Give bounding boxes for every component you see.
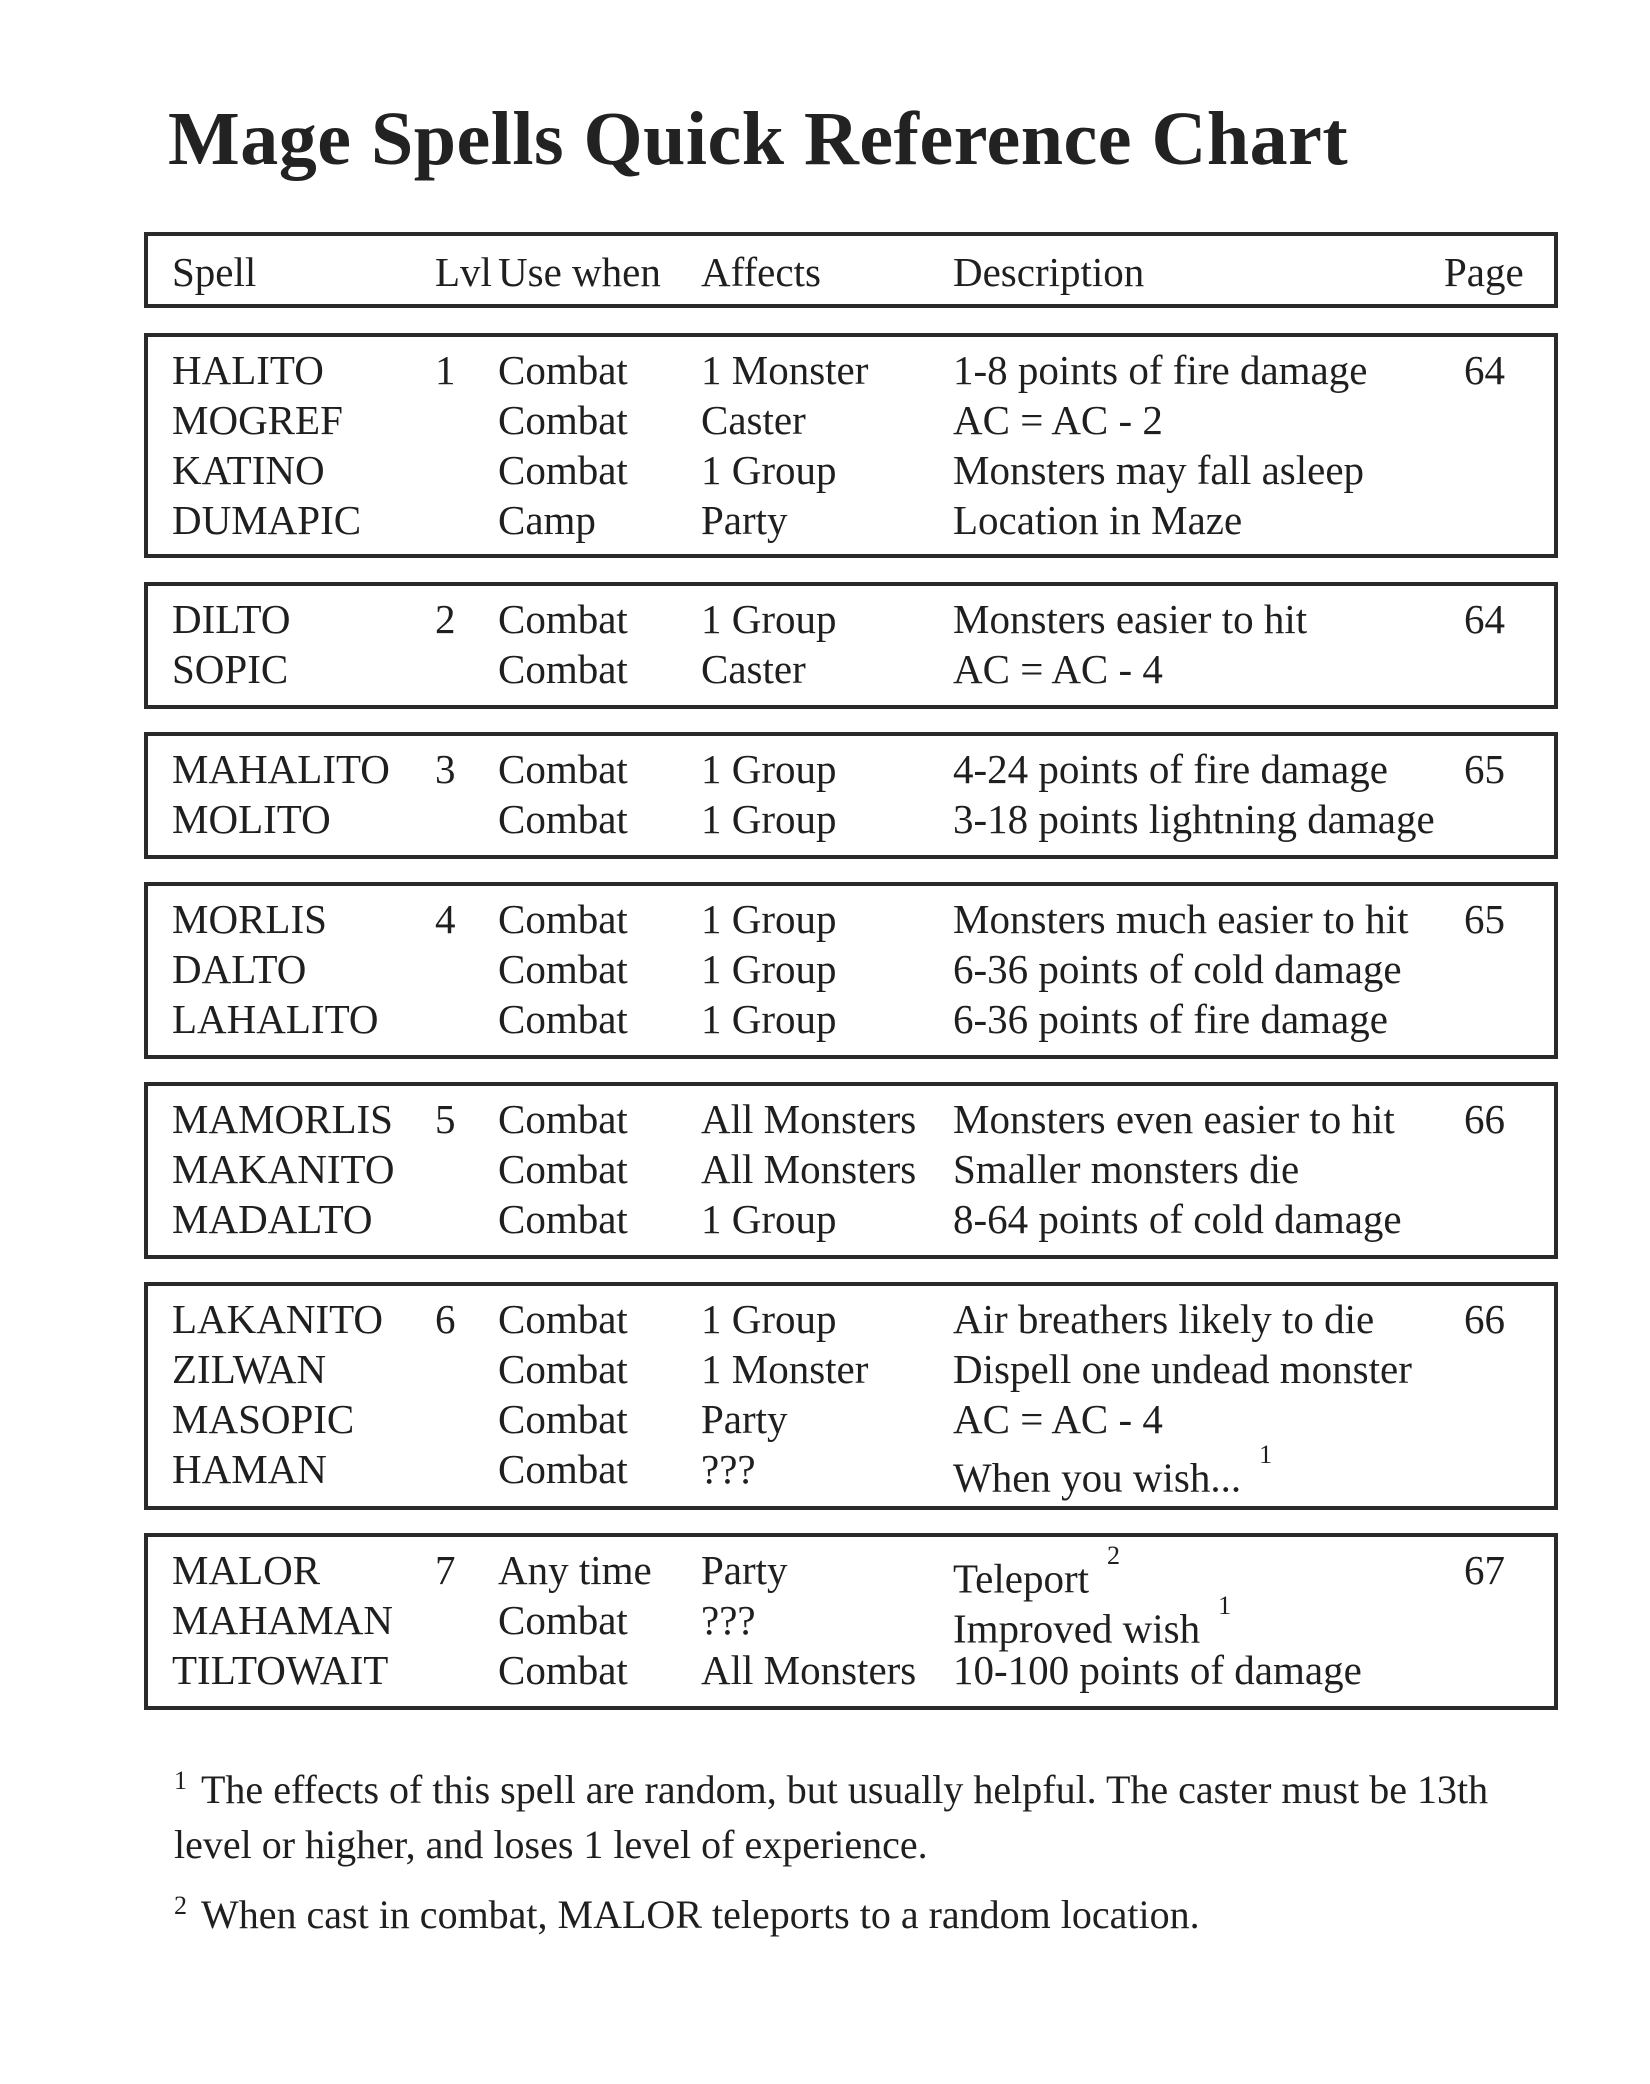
footnote-number: 2 [174, 1891, 187, 1920]
use-when: Combat [498, 1346, 628, 1392]
column-header-row [144, 232, 1558, 308]
use-when: Combat [498, 1396, 628, 1442]
description-text: 6-36 points of cold damage [953, 946, 1402, 992]
affects: ??? [701, 1597, 756, 1643]
description-text: 4-24 points of fire damage [953, 746, 1388, 792]
affects: Caster [701, 397, 806, 443]
affects: Caster [701, 646, 806, 692]
use-when: Combat [498, 397, 628, 443]
affects: 1 Group [701, 1296, 837, 1342]
description [953, 1645, 1362, 1695]
description-text: AC = AC - 2 [953, 397, 1163, 443]
description-text: 1-8 points of fire damage [953, 347, 1368, 393]
table-row [148, 1144, 1554, 1194]
use-when: Combat [498, 1196, 628, 1242]
spell-name: MOGREF [172, 397, 343, 443]
use-when: Combat [498, 1096, 628, 1142]
footnote-marker: 2 [1107, 1541, 1121, 1570]
use-when: Combat [498, 1647, 628, 1693]
affects: 1 Monster [701, 347, 869, 393]
use-when: Combat [498, 746, 628, 792]
use-when: Camp [498, 497, 596, 543]
affects: 1 Group [701, 896, 837, 942]
page-number: 64 [1464, 596, 1505, 642]
use-when: Any time [498, 1547, 652, 1593]
description [953, 1344, 1412, 1394]
header-affects: Affects [701, 249, 821, 295]
affects: All Monsters [701, 1647, 917, 1693]
footnote-text: When cast in combat, MALOR teleports to a random location. [201, 1892, 1200, 1937]
footnote-2 [174, 1890, 1554, 1945]
description-text: Monsters much easier to hit [953, 896, 1409, 942]
use-when: Combat [498, 646, 628, 692]
spell-name: DILTO [172, 596, 291, 642]
description [953, 1094, 1395, 1144]
table-row [148, 894, 1554, 944]
spell-name: MASOPIC [172, 1396, 355, 1442]
description-text: 6-36 points of fire damage [953, 996, 1388, 1042]
affects: Party [701, 1396, 788, 1442]
table-row [148, 1394, 1554, 1444]
footnote-marker: 1 [1218, 1591, 1232, 1620]
footnote-text: The effects of this spell are random, but usually helpful. The caster must be 13th level or higher, and loses 1 level of experience. [174, 1767, 1489, 1867]
affects: 1 Group [701, 746, 837, 792]
use-when: Combat [498, 1296, 628, 1342]
use-when: Combat [498, 996, 628, 1042]
affects: 1 Group [701, 596, 837, 642]
table-row [148, 395, 1554, 445]
spell-name: LAHALITO [172, 996, 379, 1042]
affects: ??? [701, 1446, 756, 1492]
page-number: 66 [1464, 1296, 1505, 1342]
affects: 1 Group [701, 996, 837, 1042]
spell-level: 1 [435, 347, 456, 393]
description [953, 1440, 1273, 1503]
description-text: 3-18 points lightning damage [953, 796, 1435, 842]
description [953, 744, 1388, 794]
table-row [148, 1194, 1554, 1244]
use-when: Combat [498, 596, 628, 642]
spell-name: MORLIS [172, 896, 327, 942]
header-level: Lvl [435, 249, 492, 295]
spell-name: MAKANITO [172, 1146, 395, 1192]
description-text: AC = AC - 4 [953, 1396, 1163, 1442]
description [953, 1194, 1402, 1244]
spell-name: MAMORLIS [172, 1096, 393, 1142]
table-row [148, 445, 1554, 495]
description-text: 8-64 points of cold damage [953, 1196, 1402, 1242]
page-number: 64 [1464, 347, 1505, 393]
description [953, 794, 1435, 844]
spell-name: KATINO [172, 447, 325, 493]
spell-group-level-3 [144, 732, 1558, 859]
description [953, 445, 1364, 495]
page-number: 65 [1464, 896, 1505, 942]
spell-name: MADALTO [172, 1196, 373, 1242]
spell-group-level-2 [144, 582, 1558, 709]
footnote-marker: 1 [1259, 1440, 1273, 1469]
spell-name: LAKANITO [172, 1296, 384, 1342]
affects: All Monsters [701, 1146, 917, 1192]
description-text: Dispell one undead monster [953, 1346, 1412, 1392]
spell-name: MALOR [172, 1547, 321, 1593]
spell-name: ZILWAN [172, 1346, 327, 1392]
description [953, 944, 1402, 994]
description [953, 1294, 1374, 1344]
description [953, 1144, 1299, 1194]
table-row [148, 1541, 1554, 1602]
page-number: 67 [1464, 1547, 1505, 1593]
table-row [148, 495, 1554, 545]
table-row [148, 1591, 1554, 1652]
spell-name: MAHAMAN [172, 1597, 393, 1643]
spell-name: DALTO [172, 946, 307, 992]
page-number: 65 [1464, 746, 1505, 792]
spell-name: TILTOWAIT [172, 1647, 389, 1693]
description-text: Monsters even easier to hit [953, 1096, 1395, 1142]
table-row [148, 944, 1554, 994]
header-page: Page [1444, 249, 1524, 295]
affects: 1 Group [701, 796, 837, 842]
table-row [148, 1440, 1554, 1501]
affects: Party [701, 1547, 788, 1593]
description [953, 495, 1242, 545]
use-when: Combat [498, 347, 628, 393]
description [953, 1394, 1163, 1444]
spell-group-level-6 [144, 1282, 1558, 1510]
header-description: Description [953, 249, 1145, 295]
spell-group-level-5 [144, 1082, 1558, 1259]
table-row [148, 744, 1554, 794]
table-row [148, 1294, 1554, 1344]
spell-group-level-4 [144, 882, 1558, 1059]
description-text: When you wish... [953, 1454, 1242, 1501]
spell-level: 2 [435, 596, 456, 642]
affects: All Monsters [701, 1096, 917, 1142]
use-when: Combat [498, 1597, 628, 1643]
use-when: Combat [498, 896, 628, 942]
description-text: 10-100 points of damage [953, 1647, 1362, 1693]
spell-level: 7 [435, 1547, 456, 1593]
spell-level: 3 [435, 746, 456, 792]
spell-level: 5 [435, 1096, 456, 1142]
description [953, 594, 1307, 644]
description-text: AC = AC - 4 [953, 646, 1163, 692]
spell-name: MOLITO [172, 796, 331, 842]
description-text: Improved wish [953, 1605, 1201, 1652]
footnote-1 [174, 1765, 1554, 1870]
spell-group-level-7 [144, 1533, 1558, 1710]
table-row [148, 644, 1554, 694]
spell-name: SOPIC [172, 646, 289, 692]
use-when: Combat [498, 447, 628, 493]
spell-group-level-1 [144, 333, 1558, 558]
description [953, 345, 1367, 395]
page-title: Mage Spells Quick Reference Chart [168, 97, 1349, 181]
description-text: Monsters may fall asleep [953, 447, 1365, 493]
use-when: Combat [498, 1446, 628, 1492]
description-text: Location in Maze [953, 497, 1243, 543]
description [953, 994, 1388, 1044]
table-row [148, 1094, 1554, 1144]
table-row [148, 794, 1554, 844]
spell-name: MAHALITO [172, 746, 390, 792]
affects: 1 Monster [701, 1346, 869, 1392]
table-row [148, 594, 1554, 644]
description-text: Smaller monsters die [953, 1146, 1300, 1192]
spell-level: 6 [435, 1296, 456, 1342]
table-row [148, 1344, 1554, 1394]
spell-name: HALITO [172, 347, 324, 393]
use-when: Combat [498, 1146, 628, 1192]
use-when: Combat [498, 946, 628, 992]
page-number: 66 [1464, 1096, 1505, 1142]
spell-name: HAMAN [172, 1446, 327, 1492]
header-use-when: Use when [498, 249, 661, 295]
description [953, 644, 1163, 694]
use-when: Combat [498, 796, 628, 842]
footnote-number: 1 [174, 1766, 187, 1795]
spell-level: 4 [435, 896, 456, 942]
description [953, 894, 1408, 944]
header-spell: Spell [172, 249, 257, 295]
table-row [148, 345, 1554, 395]
description [953, 395, 1163, 445]
table-row [148, 994, 1554, 1044]
affects: Party [701, 497, 788, 543]
description-text: Air breathers likely to die [953, 1296, 1375, 1342]
affects: 1 Group [701, 447, 837, 493]
affects: 1 Group [701, 946, 837, 992]
description-text: Monsters easier to hit [953, 596, 1308, 642]
description-text: Teleport [953, 1555, 1090, 1602]
table-row [148, 1645, 1554, 1695]
spell-name: DUMAPIC [172, 497, 362, 543]
affects: 1 Group [701, 1196, 837, 1242]
